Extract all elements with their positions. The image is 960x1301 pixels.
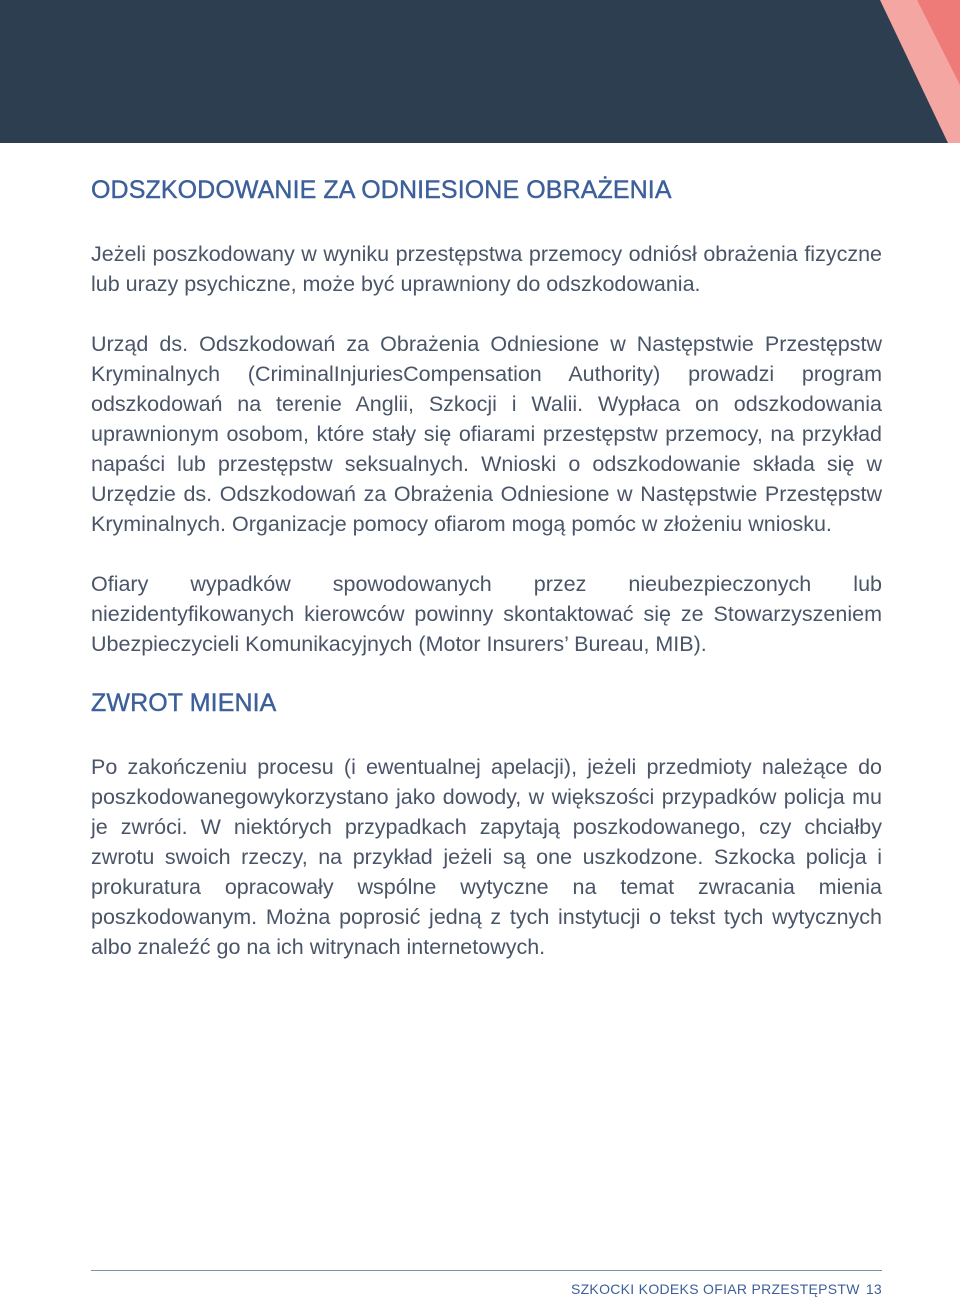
footer-divider (91, 1270, 882, 1271)
page-number: 13 (865, 1281, 882, 1297)
header-band (0, 0, 960, 143)
page-content (91, 176, 882, 962)
paragraph: Jeżeli poszkodowany w wyniku przestępstwa przemocy odniósł obrażenia fizyczne lub urazy psychiczne, może być uprawniony do odszkodowania. (91, 242, 882, 296)
footer-title: SZKOCKI KODEKS OFIAR PRZESTĘPSTW (570, 1281, 860, 1297)
section-heading-compensation: ODSZKODOWANIE ZA ODNIESIONE OBRAŻENIA (91, 176, 672, 204)
section-heading-property-return: ZWROT MIENIA (91, 689, 277, 717)
page-footer (571, 1281, 882, 1297)
paragraph: Ofiary wypadków spowodowanych przez nieubezpieczonych lub niezidentyfikowanych kierowców powinny skontaktować się ze Stowarzyszeniem Ubezpieczycieli Komunikacyjnych (Motor Insurers’ Bureau, MIB). (91, 572, 882, 656)
paragraph: Urząd ds. Odszkodowań za Obrażenia Odniesione w Następstwie Przestępstw Kryminalnych (CriminalInjuriesCompensation Authority) prowadzi program odszkodowań na terenie Anglii, Szkocji i Walii. Wypłaca on odszkodowania uprawnionym osobom, które stały się ofiarami przestępstw przemocy, na przykład napaści lub przestępstw seksualnych. Wnioski o odszkodowanie składa się w Urzędzie ds. Odszkodowań za Obrażenia Odniesione w Następstwie Przestępstw Kryminalnych. Organizacje pomocy ofiarom mogą pomóc w złożeniu wniosku. (91, 332, 882, 536)
paragraph: Po zakończeniu procesu (i ewentualnej apelacji), jeżeli przedmioty należące do poszkodowanegowykorzystano jako dowody, w większości przypadków policja mu je zwróci. W niektórych przypadkach zapytają poszkodowanego, czy chciałby zwrotu swoich rzeczy, na przykład jeżeli są one uszkodzone. Szkocka policja i prokuratura opracowały wspólne wytyczne na temat zwracania mienia poszkodowanym. Można poprosić jedną z tych instytucji o tekst tych wytycznych albo znaleźć go na ich witrynach internetowych. (91, 755, 882, 959)
corner-accent-graphic (0, 0, 960, 143)
